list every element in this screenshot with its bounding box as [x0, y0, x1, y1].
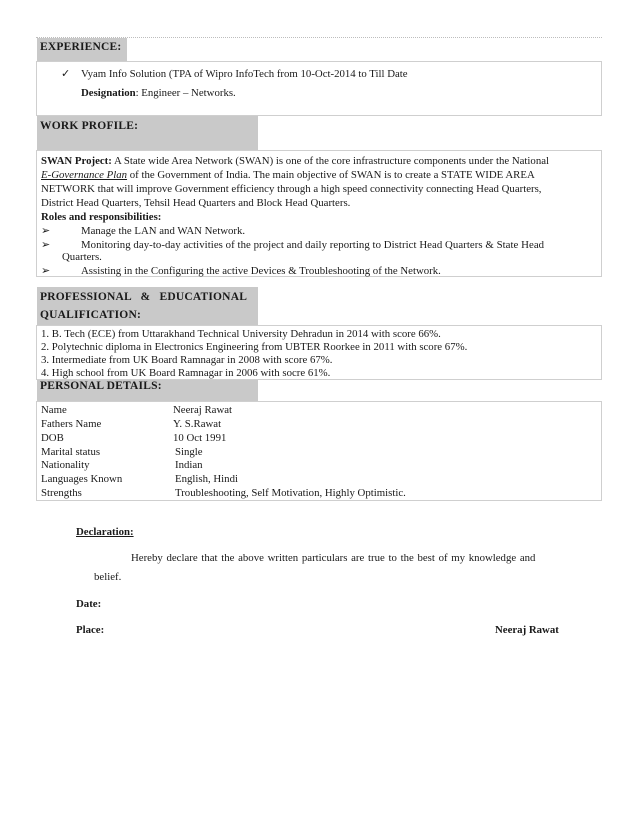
- personal-value: English, Hindi: [175, 473, 238, 485]
- personal-value: Neeraj Rawat: [173, 404, 233, 416]
- personal-value: 10 Oct 1991: [173, 432, 227, 444]
- signature-name: Neeraj Rawat: [495, 624, 559, 636]
- personal-label: DOB: [41, 432, 64, 444]
- role-item: ➢ Monitoring day-to-day activities of the project and daily reporting to District Head Quarters & State Head: [41, 239, 545, 251]
- qualification-item: 4. High school from UK Board Ramnagar in 2006 with socre 61%.: [41, 367, 331, 379]
- designation-line: [81, 86, 236, 100]
- place-label: Place:: [76, 624, 105, 636]
- personal-label: Languages Known: [41, 473, 123, 485]
- arrow-bullet-icon: ➢: [41, 225, 51, 237]
- personal-label: Nationality: [41, 459, 90, 471]
- declaration-title: Declaration:: [76, 526, 134, 538]
- experience-company: Vyam Info Solution (TPA of Wipro InfoTech from 10-Oct-2014 to Till Date: [81, 68, 408, 80]
- personal-value: Troubleshooting, Self Motivation, Highly Optimistic.: [175, 487, 406, 499]
- declaration-text-cont: belief.: [94, 571, 122, 583]
- work-profile-header: [37, 116, 258, 150]
- personal-value: Single: [175, 446, 203, 458]
- personal-label: Name: [41, 404, 67, 416]
- date-label: Date:: [76, 598, 102, 610]
- role-item: ➢ Assisting in the Configuring the active Devices & Troubleshooting of the Network.: [41, 265, 441, 277]
- personal-value: Indian: [175, 459, 203, 471]
- qualification-header-line2: QUALIFICATION:: [40, 309, 141, 321]
- designation-label: Designation: [81, 87, 136, 99]
- arrow-bullet-icon: ➢: [41, 239, 51, 251]
- swan-line-3: NETWORK that will improve Government efficiency through a high speed connectivity connecting Head Quarters,: [41, 183, 542, 195]
- role-item-cont: Quarters.: [62, 251, 102, 263]
- swan-label: SWAN Project:: [41, 155, 112, 167]
- swan-line-4: District Head Quarters, Tehsil Head Quarters and Block Head Quarters.: [41, 197, 351, 209]
- swan-line-2: E-Governance Plan of the Government of India. The main objective of SWAN is to create a STATE WIDE AREA: [41, 169, 535, 181]
- personal-value: Y. S.Rawat: [173, 418, 222, 430]
- work-profile-header-text: WORK PROFILE:: [40, 120, 139, 132]
- qualification-item: 3. Intermediate from UK Board Ramnagar in 2008 with score 67%.: [41, 354, 333, 366]
- qualification-item: 1. B. Tech (ECE) from Uttarakhand Technical University Dehradun in 2014 with score 66%.: [41, 328, 441, 340]
- experience-line: [61, 67, 408, 81]
- personal-label: Strengths: [41, 487, 82, 499]
- declaration-text: Hereby declare that the above written particulars are true to the best of my knowledge and: [131, 552, 536, 564]
- designation-value: : Engineer – Networks.: [135, 87, 236, 99]
- qualification-item: 2. Polytechnic diploma in Electronics Engineering from UBTER Roorkee in 2011 with score 67%.: [41, 341, 468, 353]
- swan-line-1: SWAN Project: A State wide Area Network (SWAN) is one of the core infrastructure components under the National: [41, 155, 550, 167]
- role-item: ➢ Manage the LAN and WAN Network.: [41, 225, 246, 237]
- personal-label: Fathers Name: [41, 418, 102, 430]
- personal-header-text: PERSONAL DETAILS:: [40, 380, 162, 392]
- qualification-header-line1: PROFESSIONAL & EDUCATIONAL: [40, 291, 248, 303]
- qualification-header: [37, 287, 258, 325]
- personal-label: Marital status: [41, 446, 101, 458]
- arrow-bullet-icon: ➢: [41, 265, 51, 277]
- checkmark-icon: ✓: [61, 68, 71, 80]
- egov-link: E-Governance Plan: [41, 169, 128, 181]
- personal-header: [37, 380, 258, 401]
- experience-header-text: EXPERIENCE:: [40, 41, 122, 53]
- experience-header: [37, 38, 127, 61]
- roles-label: Roles and responsibilities:: [41, 211, 162, 223]
